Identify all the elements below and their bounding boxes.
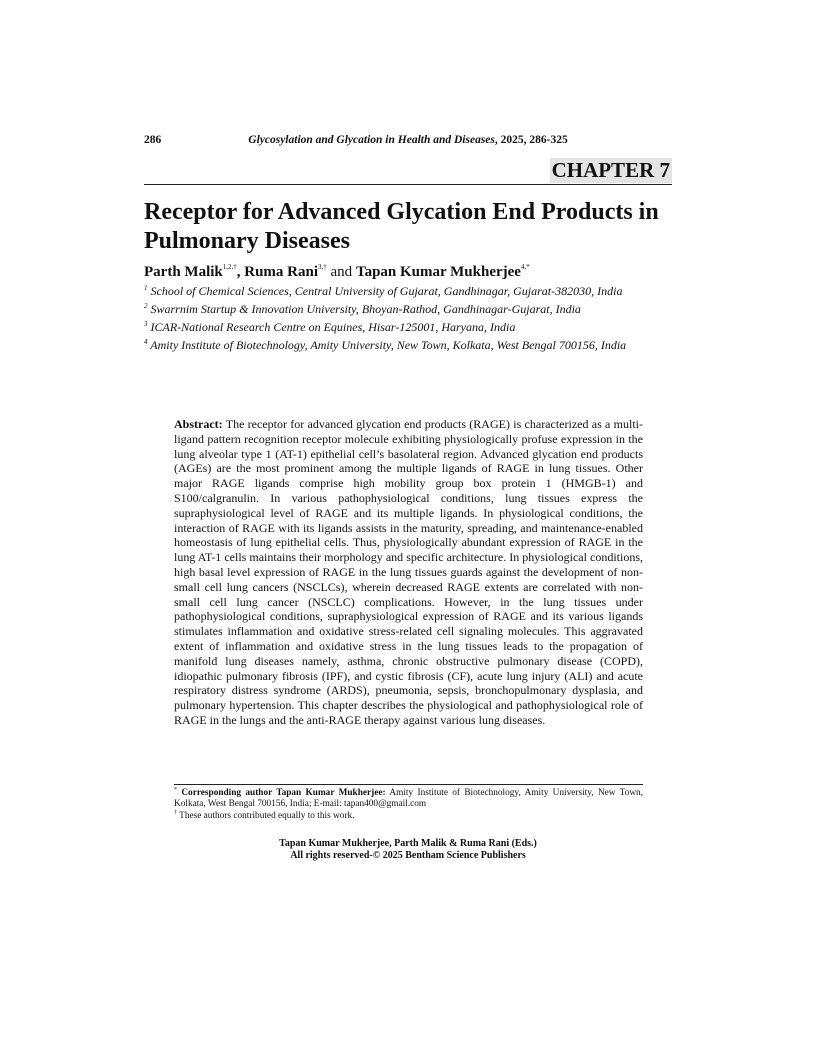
affiliation-text: Amity Institute of Biotechnology, Amity University, New Town, Kolkata, West Bengal 700156, India [150,338,627,352]
affiliation-number: 4 [144,338,148,346]
publisher-notice [144,838,672,862]
abstract-label: Abstract: [174,417,223,431]
affiliation [144,284,672,299]
author-separator: , [236,264,245,280]
author-name: Tapan Kumar Mukherjee [355,264,521,280]
author-superscript: 3,† [318,263,327,271]
journal-name: Glycosylation and Glycation in Health and Diseases [248,134,495,146]
affiliation-text: School of Chemical Sciences, Central University of Gujarat, Gandhinagar, Gujarat-382030, India [150,284,623,298]
editors-line: Tapan Kumar Mukherjee, Parth Malik & Ruma Rani (Eds.) [279,838,537,849]
affiliation [144,302,672,317]
abstract-text: The receptor for advanced glycation end products (RAGE) is characterized as a multi-ligand pattern recognition receptor molecule exhibiting physiologically profuse expression in the lung alveolar type 1 (AT-1) epithelial cell’s basolateral region. Advanced glycation end products (AGEs) are the most prominent among the multiple ligands of RAGE in lung tissues. Other major RAGE ligands comprise high mobility group box protein 1 (HMGB-1) and S100/calgranulin. In various pathophysiological conditions, lung tissues express the supraphysiological level of RAGE and its multiple ligands. In physiological conditions, the interaction of RAGE with its ligands assists in the maturity, spreading, and maintenance-enabled homeostasis of lung epithelial cells. Thus, physiologically abundant expression of RAGE in the lung AT-1 cells maintains their morphology and specific architecture. In physiological conditions, high basal level expression of RAGE in the lung tissues guards against the development of non-small cell lung cancers (NSCLCs), wherein decreased RAGE extents are correlated with non-small cell lung cancer (NSCLC) complications. However, in the lung tissues under pathophysiological conditions, supraphysiological expression of RAGE and its various ligands stimulates inflammation and oxidative stress-related cell signaling molecules. This aggravated extent of inflammation and oxidative stress in the lung tissues leads to the propagation of manifold lung diseases namely, asthma, chronic obstructive pulmonary disease (COPD), idiopathic pulmonary fibrosis (IPF), and cystic fibrosis (CF), acute lung injury (ALI) and acute respiratory distress syndrome (ARDS), pneumonia, sepsis, bronchopulmonary dysplasia, and pulmonary hypertension. This chapter describes the physiological and pathophysiological role of RAGE in the lungs and the anti-RAGE therapy against various lung diseases. [174,417,643,727]
affiliation-text: ICAR-National Research Centre on Equines, Hisar-125001, Haryana, India [150,320,516,334]
affiliation-number: 3 [144,320,148,328]
author-name: Ruma Rani [244,264,319,280]
footnote-mark: † [174,809,177,816]
page-number: 286 [144,134,162,146]
journal-citation [144,134,672,146]
corresponding-author-note [174,788,643,811]
chapter-title: Receptor for Advanced Glycation End Products in Pulmonary Diseases [144,199,659,254]
author-superscript: 4,* [520,263,530,271]
footnote-divider [174,784,643,785]
copyright-line: All rights reserved-© 2025 Bentham Science Publishers [290,850,526,861]
footnote-mark: * [174,787,177,793]
author-list [144,263,672,281]
journal-volume-pages: , 2025, 286-325 [494,134,568,146]
corresponding-author-label: Corresponding author Tapan Kumar Mukherjee: [181,788,386,798]
abstract [174,417,643,728]
affiliation-number: 2 [144,302,148,310]
affiliation [144,338,672,353]
chapter-heading-bar [144,156,672,185]
author-name: Parth Malik [144,264,223,280]
footnotes [174,788,643,822]
affiliation [144,320,672,335]
chapter-label: CHAPTER 7 [551,158,670,182]
equal-contribution-text: These authors contributed equally to this work. [177,810,355,821]
author-superscript: 1,2,† [222,263,237,271]
affiliation-list [144,284,672,356]
author-separator: and [326,264,356,280]
affiliation-text: Swarrnim Startup & Innovation University, Bhoyan-Rathod, Gandhinagar-Gujarat, India [150,302,581,316]
corresponding-author-details: Amity Institute of Biotechnology, Amity University, New Town, Kolkata, West Bengal 700156, India; E-mail: tapan400@gmail.com [174,788,644,810]
running-header [144,134,672,150]
affiliation-number: 1 [144,284,148,292]
equal-contribution-note [174,811,643,822]
